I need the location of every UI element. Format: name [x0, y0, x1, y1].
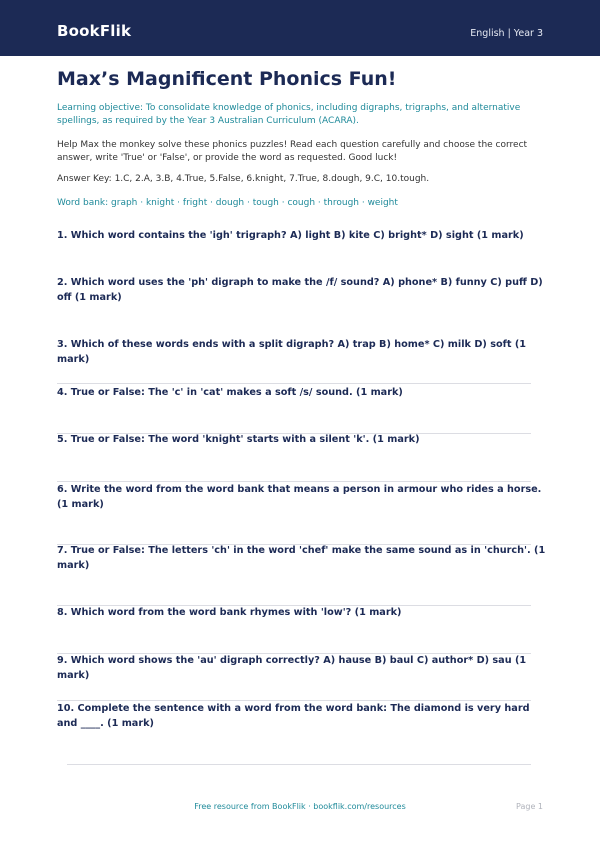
question-4: 4. True or False: The 'c' in 'cat' makes a soft /s/ sound. (1 mark)	[57, 387, 403, 398]
question-3: 3. Which of these words ends with a split digraph? A) trap B) home* C) milk D) soft (1 mark)	[57, 339, 527, 365]
question-7: 7. True or False: The letters 'ch' in the word 'chef' make the same sound as in 'church'. (1 mark)	[57, 545, 546, 571]
word-bank: Word bank: graph · knight · fright · dough · tough · cough · through · weight	[57, 198, 398, 208]
footer-link[interactable]: Free resource from BookFlik · bookflik.com/resources	[194, 802, 406, 811]
brand-logo: BookFlik	[57, 22, 132, 40]
answer-key: Answer Key: 1.C, 2.A, 3.B, 4.True, 5.False, 6.knight, 7.True, 8.dough, 9.C, 10.tough.	[57, 174, 430, 184]
question-10: 10. Complete the sentence with a word from the word bank: The diamond is very hard and ____. (1 mark)	[57, 703, 530, 729]
question-1: 1. Which word contains the 'igh' trigraph? A) light B) kite C) bright* D) sight (1 mark)	[57, 230, 524, 241]
question-8: 8. Which word from the word bank rhymes with 'low'? (1 mark)	[57, 607, 402, 618]
subject-year-label: English | Year 3	[470, 28, 543, 39]
header-bar	[0, 0, 600, 56]
question-5: 5. True or False: The word 'knight' starts with a silent 'k'. (1 mark)	[57, 434, 420, 445]
question-6: 6. Write the word from the word bank that means a person in armour who rides a horse. (1 mark)	[57, 484, 542, 510]
learning-objective: Learning objective: To consolidate knowledge of phonics, including digraphs, trigraphs, and alternative spellings, as required by the Year 3 Australian Curriculum (ACARA).	[57, 103, 521, 126]
question-9: 9. Which word shows the 'au' digraph correctly? A) hause B) baul C) author* D) sau (1 mark)	[57, 655, 527, 681]
answer-line	[57, 383, 531, 384]
question-2: 2. Which word uses the 'ph' digraph to make the /f/ sound? A) phone* B) funny C) puff D) off (1 mark)	[57, 277, 543, 303]
instructions: Help Max the monkey solve these phonics puzzles! Read each question carefully and choose the correct answer, write 'True' or 'False', or provide the word as requested. Good luck!	[57, 140, 528, 163]
intro-section	[57, 64, 544, 210]
page-number: Page 1	[516, 802, 543, 811]
footer-divider	[67, 764, 531, 765]
page-title: Max’s Magnificent Phonics Fun!	[57, 68, 397, 90]
